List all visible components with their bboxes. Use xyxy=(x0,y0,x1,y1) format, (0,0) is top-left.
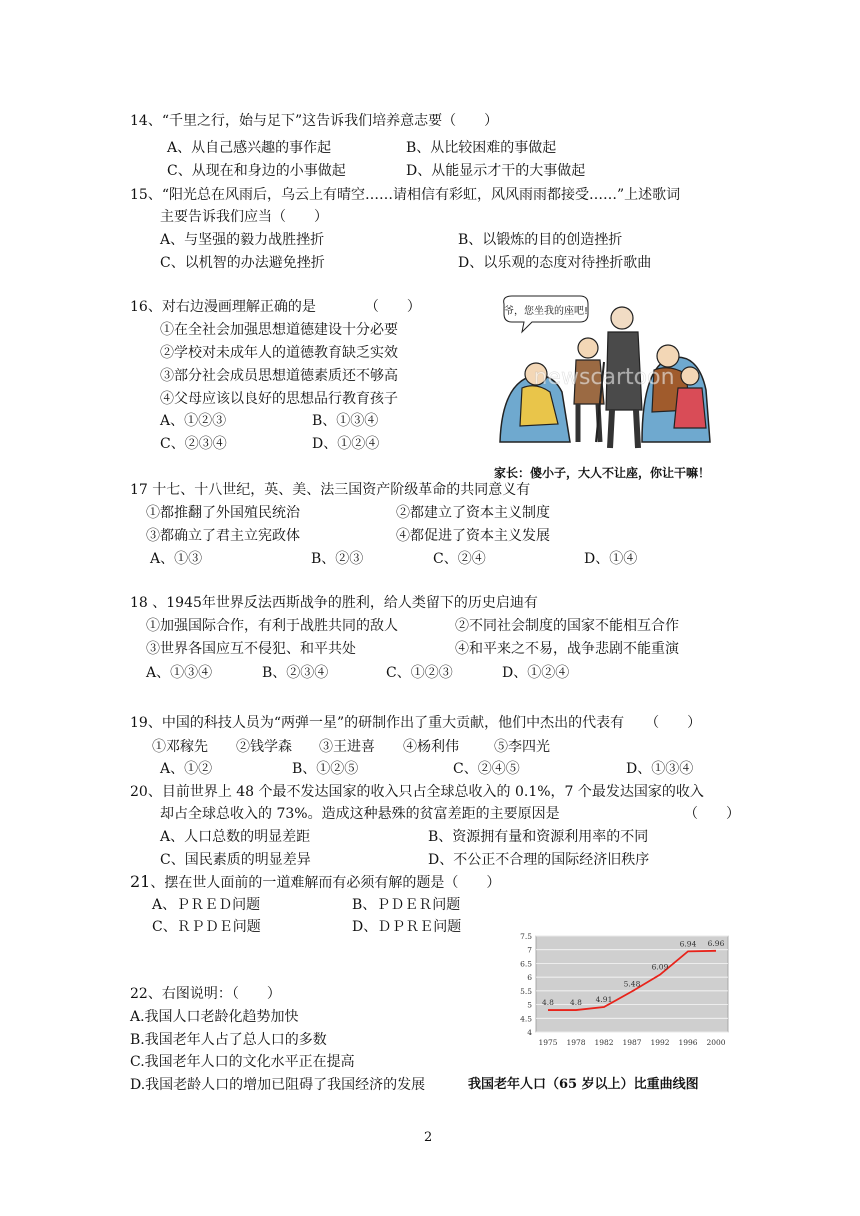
x-tick-label-0: 1975 xyxy=(538,1038,558,1047)
q14-option-b: B、从比较困难的事做起 xyxy=(406,140,557,156)
q22-option-a: A.我国人口老龄化趋势加快 xyxy=(130,1009,299,1025)
data-label-1: 4.8 xyxy=(570,998,582,1008)
q17-option-c: C、②④ xyxy=(433,551,486,567)
q19-person-1: ①邓稼先 xyxy=(152,739,208,755)
q20-option-d: D、不公正不合理的国际经济旧秩序 xyxy=(428,852,650,868)
q16-stem: 16、对右边漫画理解正确的是 （ ） xyxy=(130,299,421,315)
y-tick-label-3: 5.5 xyxy=(520,986,532,996)
q18-option-b: B、②③④ xyxy=(262,665,329,681)
q14-option-a: A、从自己感兴趣的事作起 xyxy=(167,140,332,156)
q17-option-b: B、②③ xyxy=(311,551,364,567)
q22-option-c: C.我国老年人口的文化水平正在提高 xyxy=(130,1054,355,1070)
q15-stem-line1: 15、“阳光总在风雨后，乌云上有晴空……请相信有彩虹，风风雨雨都接受……”上述歌词 xyxy=(130,187,681,203)
q22-chart-caption: 我国老年人口（65 岁以上）比重曲线图 xyxy=(468,1077,699,1092)
q19-stem: 19、中国的科技人员为“两弹一星”的研制作出了重大贡献，他们中杰出的代表有 （ ） xyxy=(130,715,702,731)
q19-option-c: C、②④⑤ xyxy=(453,761,520,777)
q18-statement-3: ③世界各国应互不侵犯、和平共处 xyxy=(146,641,356,657)
q21-option-a: A、ＰＲＥＤ问题 xyxy=(152,897,261,913)
q20-option-c: C、国民素质的明显差异 xyxy=(160,852,311,868)
q14-option-c: C、从现在和身边的小事做起 xyxy=(167,163,346,179)
q21-option-c: C、ＲＰＤＥ问题 xyxy=(152,919,261,935)
q22-option-d: D.我国老龄人口的增加已阻碍了我国经济的发展 xyxy=(130,1077,426,1093)
q17-statement-2: ②都建立了资本主义制度 xyxy=(396,505,550,521)
bus-seat-cartoon xyxy=(492,292,724,460)
q19-person-5: ⑤李四光 xyxy=(494,739,550,755)
data-label-4: 6.09 xyxy=(651,962,669,972)
data-label-2: 4.91 xyxy=(595,995,613,1005)
data-label-6: 6.96 xyxy=(707,938,725,948)
q16-statement-4: ④父母应该以良好的思想品行教育孩子 xyxy=(160,391,398,407)
q21-option-b: B、ＰＤＥＲ问题 xyxy=(352,897,461,913)
x-tick-label-6: 2000 xyxy=(706,1038,726,1047)
q17-option-a: A、①③ xyxy=(150,551,203,567)
q15-option-b: B、以锻炼的目的创造挫折 xyxy=(458,232,623,248)
q16-statement-2: ②学校对未成年人的道德教育缺乏实效 xyxy=(160,345,398,361)
q18-stem: 18 、1945年世界反法西斯战争的胜利，给人类留下的历史启迪有 xyxy=(130,595,538,611)
q19-person-2: ②钱学森 xyxy=(236,739,292,755)
x-tick-label-4: 1992 xyxy=(650,1038,670,1047)
x-tick-label-2: 1982 xyxy=(594,1038,614,1047)
q19-person-4: ④杨利伟 xyxy=(403,739,459,755)
cartoon-speech-bubble: 爷，您坐我的座吧! xyxy=(503,306,589,317)
q18-option-c: C、①②③ xyxy=(386,665,453,681)
data-label-0: 4.8 xyxy=(542,998,554,1008)
y-tick-label-0: 4 xyxy=(527,1028,532,1037)
q15-option-d: D、以乐观的态度对待挫折歌曲 xyxy=(458,255,652,271)
q19-person-3: ③王进喜 xyxy=(319,739,375,755)
q18-statement-4: ④和平来之不易，战争悲剧不能重演 xyxy=(455,641,679,657)
q14-stem: 14、“千里之行，始与足下”这告诉我们培养意志要（ ） xyxy=(130,113,499,129)
q14-option-d: D、从能显示才干的大事做起 xyxy=(406,163,586,179)
q22-stem: 22、右图说明：（ ） xyxy=(130,986,281,1002)
q17-statement-3: ③都确立了君主立宪政体 xyxy=(146,528,300,544)
q18-statement-1: ①加强国际合作，有利于战胜共同的敌人 xyxy=(146,618,398,634)
x-tick-label-3: 1987 xyxy=(622,1038,642,1047)
q17-stem: 17 十七、十八世纪，英、美、法三国资产阶级革命的共同意义有 xyxy=(130,482,531,498)
q21-stem-text: 、摆在世人面前的一道难解而有必须有解的题是（ ） xyxy=(150,875,501,891)
q16-cartoon-caption: 家长：傻小子，大人不让座，你让干嘛！ xyxy=(494,466,711,480)
y-tick-label-5: 6.5 xyxy=(520,959,532,969)
q16-statement-1: ①在全社会加强思想道德建设十分必要 xyxy=(160,322,398,338)
q19-option-b: B、①②⑤ xyxy=(292,761,359,777)
q21-number: 21 xyxy=(130,872,151,891)
q18-option-d: D、①②④ xyxy=(502,665,570,681)
q15-stem-line2: 主要告诉我们应当（ ） xyxy=(160,209,328,225)
q20-stem-line2: 却占全球总收入的 73%。造成这种悬殊的贫富差距的主要原因是 xyxy=(160,806,560,822)
q19-option-a: A、①② xyxy=(160,761,213,777)
q22-option-b: B.我国老年人占了总人口的多数 xyxy=(130,1032,327,1048)
q18-option-a: A、①③④ xyxy=(146,665,213,681)
x-tick-label-1: 1978 xyxy=(566,1038,586,1047)
elderly-population-line-chart xyxy=(506,928,734,1056)
q21-option-d: D、ＤＰＲＥ问题 xyxy=(352,919,462,935)
q17-option-d: D、①④ xyxy=(584,551,638,567)
q17-statement-4: ④都促进了资本主义发展 xyxy=(396,528,550,544)
q20-stem-line1: 20、目前世界上 48 个最不发达国家的收入只占全球总收入的 0.1%，7 个最发达国家的收入 xyxy=(130,784,704,800)
y-tick-label-6: 7 xyxy=(527,945,532,955)
x-tick-label-5: 1996 xyxy=(678,1038,698,1047)
q18-statement-2: ②不同社会制度的国家不能相互合作 xyxy=(455,618,679,634)
q21-stem xyxy=(130,873,500,892)
q19-option-d: D、①③④ xyxy=(626,761,694,777)
y-tick-label-2: 5 xyxy=(527,1000,532,1010)
data-label-5: 6.94 xyxy=(679,939,697,949)
q20-option-b: B、资源拥有量和资源利用率的不同 xyxy=(428,829,649,845)
y-tick-label-4: 6 xyxy=(527,973,532,983)
q16-option-a: A、①②③ xyxy=(160,413,227,429)
q16-option-b: B、①③④ xyxy=(312,413,379,429)
page-number: 2 xyxy=(424,1130,433,1145)
svg-text:newscartoon: newscartoon xyxy=(533,365,675,390)
q15-option-c: C、以机智的办法避免挫折 xyxy=(160,255,325,271)
q16-statement-3: ③部分社会成员思想道德素质还不够高 xyxy=(160,368,398,384)
q16-option-c: C、②③④ xyxy=(160,436,227,452)
y-tick-label-7: 7.5 xyxy=(520,932,532,941)
q20-answer-paren: （ ） xyxy=(684,806,740,822)
q17-statement-1: ①都推翻了外国殖民统治 xyxy=(146,505,300,521)
y-tick-label-1: 4.5 xyxy=(520,1014,532,1024)
q20-option-a: A、人口总数的明显差距 xyxy=(160,829,311,845)
q15-option-a: A、与坚强的毅力战胜挫折 xyxy=(160,232,325,248)
q16-option-d: D、①②④ xyxy=(312,436,380,452)
data-label-3: 5.48 xyxy=(623,979,641,989)
